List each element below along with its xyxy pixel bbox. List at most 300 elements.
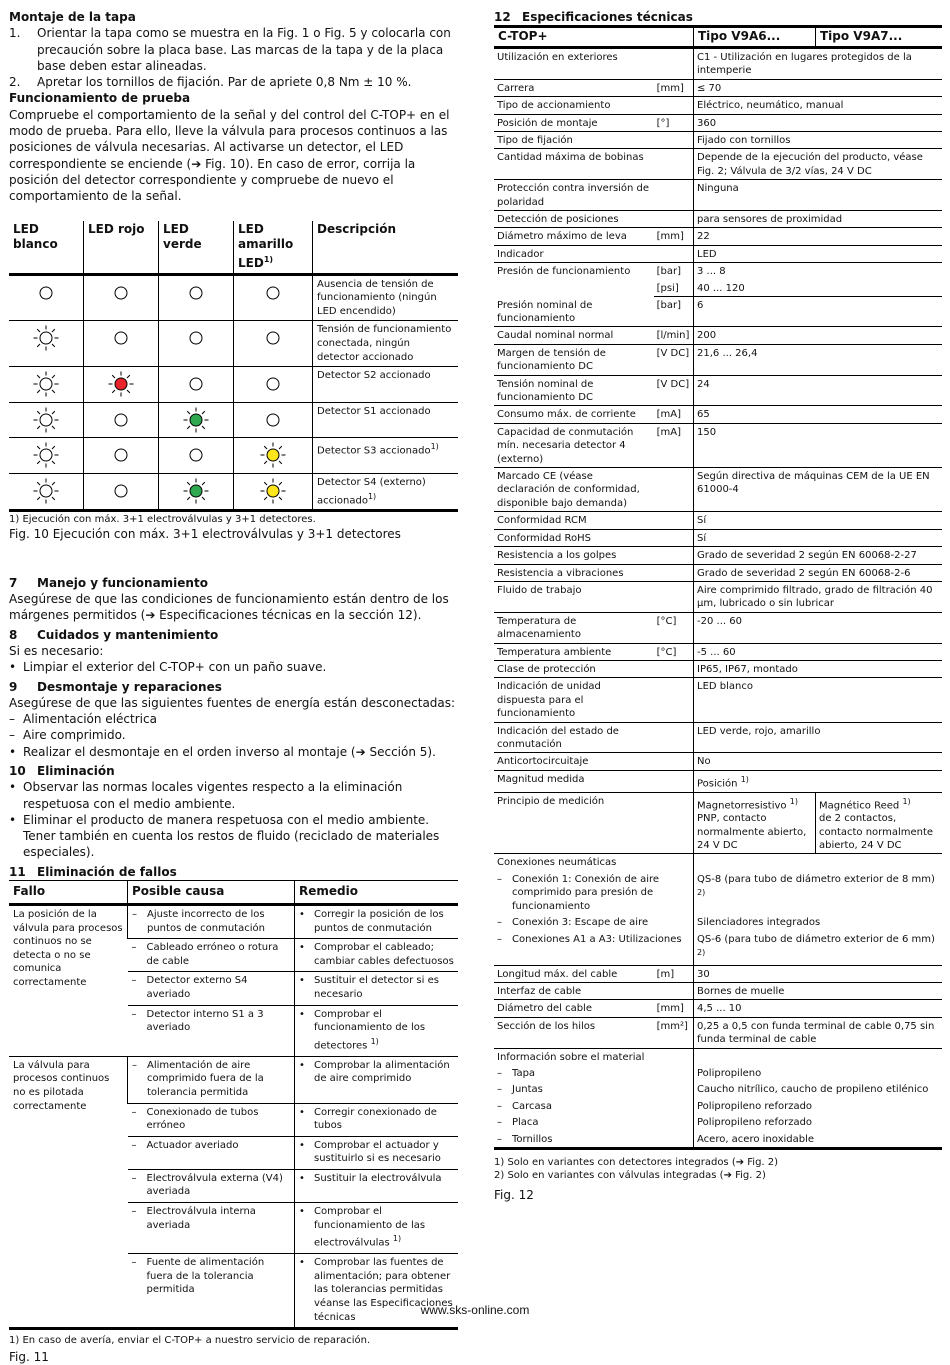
cause-cell: – Fuente de alimentación fuera de la tolerancia permitida xyxy=(128,1254,295,1329)
remedy-cell: • Comprobar las fuentes de alimentación; para obtener las tolerancias permitidas véanse las Especificaciones técnicas xyxy=(295,1254,459,1329)
spec-value: 65 xyxy=(694,406,943,423)
spec-row xyxy=(494,678,942,722)
led-off-icon xyxy=(259,407,287,433)
fig12-caption: Fig. 12 xyxy=(494,1188,534,1203)
spec-row xyxy=(494,753,942,770)
remedy-cell: • Comprobar el actuador y sustituirlo si es necesario xyxy=(295,1136,459,1169)
spec-value: Grado de severidad 2 según EN 60068-2-6 xyxy=(694,564,943,581)
spec-value: Ninguna xyxy=(694,180,943,211)
spec-unit xyxy=(654,48,694,80)
led-table-row xyxy=(9,402,458,438)
led-table-row xyxy=(9,473,458,511)
spec-unit: [mA] xyxy=(654,423,694,467)
spec-row xyxy=(494,79,942,96)
spec-row xyxy=(494,344,942,375)
spec-row xyxy=(494,114,942,131)
spec-unit: [l/min] xyxy=(654,327,694,344)
led-off-icon xyxy=(107,280,135,306)
fig10-caption: Fig. 10 Ejecución con máx. 3+1 electroválvulas y 3+1 detectores xyxy=(9,527,401,542)
led-cell xyxy=(9,438,84,474)
spec-key: Diámetro máximo de leva xyxy=(494,228,654,245)
led-cell xyxy=(9,274,84,321)
fault-table xyxy=(9,880,458,1330)
led-off-icon xyxy=(259,280,287,306)
spec-row xyxy=(494,297,942,327)
spec-key: Capacidad de conmutación mín. necesaria detector 4 (externo) xyxy=(494,423,654,467)
led-table-row xyxy=(9,367,458,403)
spec-unit: [V DC] xyxy=(654,375,694,406)
spec-row xyxy=(494,643,942,660)
spec-row xyxy=(494,1000,942,1017)
spec-value xyxy=(694,854,943,871)
spec-row xyxy=(494,468,942,512)
spec-value: Polipropileno reforzado xyxy=(694,1114,943,1130)
spec-footnote: 2) Solo en variantes con válvulas integradas (➔ Fig. 2) xyxy=(494,1170,766,1182)
spec-key: Presión de funcionamiento xyxy=(497,266,631,278)
section-8-text: Si es necesario: xyxy=(9,643,104,658)
spec-value: Magnético Reed $^{1)}$ de 2 contactos, contacto normalmente abierto, 24 V DC xyxy=(816,792,943,854)
led-description: Detector S3 accionado$^{1)}$ xyxy=(313,438,459,474)
led-cell xyxy=(159,367,234,403)
spec-unit xyxy=(654,211,694,228)
led-cell xyxy=(84,473,159,511)
spec-row xyxy=(494,263,942,280)
led-cell xyxy=(9,473,84,511)
led-table-row xyxy=(9,274,458,321)
spec-key: Tensión nominal de funcionamiento DC xyxy=(494,375,654,406)
spec-value: IP65, IP67, montado xyxy=(694,660,943,677)
spec-row xyxy=(494,1017,942,1048)
led-cell xyxy=(159,473,234,511)
list-item: – Aire comprimido. xyxy=(9,728,126,743)
list-item: • Limpiar el exterior del C-TOP+ con un paño suave. xyxy=(9,660,327,675)
spec-row xyxy=(494,564,942,581)
spec-value: QS-6 (para tubo de diámetro exterior de 6 mm) $^{2)}$ xyxy=(694,931,943,966)
spec-row xyxy=(494,983,942,1000)
spec-value: Depende de la ejecución del producto, véase Fig. 2; Válvula de 3/2 vías, 24 V DC xyxy=(694,149,943,180)
led-cell xyxy=(84,367,159,403)
spec-unit xyxy=(654,529,694,546)
spec-unit xyxy=(654,581,694,612)
spec-unit xyxy=(654,753,694,770)
spec-value xyxy=(694,1048,943,1065)
led-cell xyxy=(84,274,159,321)
led-description: Tensión de funcionamiento conectada, ningún detector accionado xyxy=(313,321,459,367)
remedy-cell: • Corregir la posición de los puntos de conmutación xyxy=(295,905,459,939)
list-item: – Alimentación eléctrica xyxy=(9,712,157,727)
led-red-on-icon xyxy=(107,371,135,397)
led-off-icon xyxy=(182,442,210,468)
spec-key: Presión nominal de funcionamiento xyxy=(494,297,654,327)
spec-key: – Conexión 1: Conexión de aire comprimido para presión de funcionamiento xyxy=(497,873,660,912)
spec-key: Utilización en exteriores xyxy=(494,48,654,80)
spec-value: LED verde, rojo, amarillo xyxy=(694,722,943,753)
spec-unit xyxy=(654,678,694,722)
spec-key: Margen de tensión de funcionamiento DC xyxy=(494,344,654,375)
led-table-body xyxy=(9,274,458,511)
led-header-red: LED rojo xyxy=(84,221,159,275)
section-12-heading: 12 Especificaciones técnicas xyxy=(494,10,693,24)
led-off-icon xyxy=(182,325,210,351)
led-header-green: LED verde xyxy=(159,221,234,275)
spec-value: 21,6 ... 26,4 xyxy=(694,344,943,375)
cause-cell: – Actuador averiado xyxy=(128,1136,295,1169)
spec-key: Clase de protección xyxy=(494,660,654,677)
led-cell xyxy=(159,438,234,474)
led-off-icon xyxy=(32,280,60,306)
spec-key: Protección contra inversión de polaridad xyxy=(494,180,654,211)
prueba-text: Compruebe el comportamiento de la señal y del control del C-TOP+ en el modo de prueba. Para ello, lleve la válvula para procesos continuos a las posiciones de válvula necesarias. Al activarse un detector, el LED correspondiente se enciende (➔ Fig. 10). En caso de error, corrija la posición del detector correspondiente y compruebe de nuevo el comportamiento de la señal. xyxy=(9,107,450,204)
spec-key: Diámetro del cable xyxy=(494,1000,654,1017)
led-header-white: LED blanco xyxy=(9,221,84,275)
spec-value: Eléctrico, neumático, manual xyxy=(694,97,943,114)
spec-value: Magnetorresistivo $^{1)}$ PNP, contacto normalmente abierto, 24 V DC xyxy=(694,792,816,854)
led-description: Ausencia de tensión de funcionamiento (ningún LED encendido) xyxy=(313,274,459,321)
section-11-heading: 11 Eliminación de fallos xyxy=(9,864,177,879)
spec-row xyxy=(494,327,942,344)
spec-value: Sí xyxy=(694,529,943,546)
spec-value: 24 xyxy=(694,375,943,406)
led-green-on-icon xyxy=(182,478,210,504)
spec-row xyxy=(494,931,942,966)
spec-row xyxy=(494,423,942,467)
led-off-icon xyxy=(259,325,287,351)
spec-unit xyxy=(654,180,694,211)
fault-footnote: 1) En caso de avería, enviar el C-TOP+ a nuestro servicio de reparación. xyxy=(9,1335,371,1347)
spec-row xyxy=(494,612,942,643)
led-white-on-icon xyxy=(32,407,60,433)
spec-key: Indicación del estado de conmutación xyxy=(494,722,654,753)
spec-unit: [mm²] xyxy=(654,1017,694,1048)
led-off-icon xyxy=(182,280,210,306)
spec-row xyxy=(494,48,942,80)
spec-value: C1 - Utilización en lugares protegidos de la intemperie xyxy=(694,48,943,80)
list-item: • Eliminar el producto de manera respetuosa con el medio ambiente. Tener también en cuenta los restos de fluido (reciclado de materiales especiales). xyxy=(9,812,440,860)
spec-row xyxy=(494,512,942,529)
spec-row xyxy=(494,1081,942,1097)
spec-table-body xyxy=(494,48,942,1149)
spec-unit xyxy=(654,983,694,1000)
spec-key: Resistencia a vibraciones xyxy=(494,564,654,581)
prueba-title: Funcionamiento de prueba xyxy=(9,91,191,106)
cause-cell: – Detector interno S1 a 3 averiado xyxy=(128,1005,295,1056)
spec-key: – Tornillos xyxy=(494,1131,694,1149)
spec-unit: [mm] xyxy=(654,79,694,96)
spec-value: Bornes de muelle xyxy=(694,983,943,1000)
led-description: Detector S1 accionado xyxy=(313,402,459,438)
spec-value: Acero, acero inoxidable xyxy=(694,1131,943,1149)
spec-value: Fijado con tornillos xyxy=(694,132,943,149)
led-table xyxy=(9,221,458,513)
led-white-on-icon xyxy=(32,478,60,504)
spec-row xyxy=(494,375,942,406)
spec-key: Posición de montaje xyxy=(494,114,654,131)
spec-unit xyxy=(654,149,694,180)
led-cell xyxy=(234,402,313,438)
montaje-title: Montaje de la tapa xyxy=(9,10,136,24)
spec-unit xyxy=(654,547,694,564)
spec-key: Indicador xyxy=(494,245,654,262)
spec-row xyxy=(494,1131,942,1149)
spec-row xyxy=(494,965,942,982)
spec-key: Indicación de unidad dispuesta para el funcionamiento xyxy=(494,678,654,722)
led-off-icon xyxy=(182,371,210,397)
fault-header-causa: Posible causa xyxy=(128,881,295,905)
spec-value: 30 xyxy=(694,965,943,982)
spec-unit: [mm] xyxy=(654,1000,694,1017)
led-description: Detector S2 accionado xyxy=(313,367,459,403)
spec-key: Consumo máx. de corriente xyxy=(494,406,654,423)
spec-key: – Conexión 3: Escape de aire xyxy=(497,917,649,929)
remedy-cell: • Comprobar el funcionamiento de los detectores $^{1)}$ xyxy=(295,1005,459,1056)
spec-row xyxy=(494,1065,942,1081)
fig11-caption: Fig. 11 xyxy=(9,1350,49,1365)
spec-unit: [mm] xyxy=(654,228,694,245)
cause-cell: – Cableado erróneo o rotura de cable xyxy=(128,939,295,972)
spec-row xyxy=(494,180,942,211)
led-off-icon xyxy=(107,442,135,468)
spec-value: -20 ... 60 xyxy=(694,612,943,643)
led-table-row xyxy=(9,321,458,367)
spec-unit xyxy=(654,468,694,512)
cause-cell: – Ajuste incorrecto de los puntos de conmutación xyxy=(128,905,295,939)
led-off-icon xyxy=(107,478,135,504)
remedy-cell: • Comprobar la alimentación de aire comprimido xyxy=(295,1056,459,1103)
led-table-header xyxy=(9,221,458,275)
led-cell xyxy=(9,402,84,438)
spec-key: Temperatura ambiente xyxy=(494,643,654,660)
led-cell xyxy=(84,321,159,367)
spec-key: Cantidad máxima de bobinas xyxy=(494,149,654,180)
led-cell xyxy=(234,321,313,367)
spec-unit xyxy=(654,132,694,149)
spec-unit xyxy=(654,97,694,114)
spec-value: 150 xyxy=(694,423,943,467)
led-white-on-icon xyxy=(32,371,60,397)
spec-row xyxy=(494,871,942,914)
cause-cell: – Detector externo S4 averiado xyxy=(128,972,295,1005)
spec-row xyxy=(494,770,942,792)
spec-key: Magnitud medida xyxy=(494,770,654,792)
left-column xyxy=(9,9,459,1365)
spec-row xyxy=(494,1048,942,1065)
spec-row xyxy=(494,1114,942,1130)
spec-key: Conformidad RCM xyxy=(494,512,654,529)
spec-row xyxy=(494,1098,942,1114)
led-cell xyxy=(9,367,84,403)
led-cell xyxy=(159,402,234,438)
spec-value: LED blanco xyxy=(694,678,943,722)
spec-key: Fluido de trabajo xyxy=(494,581,654,612)
spec-value: Polipropileno reforzado xyxy=(694,1098,943,1114)
spec-key: Conformidad RoHS xyxy=(494,529,654,546)
montaje-step: 1. Orientar la tapa como se muestra en la Fig. 1 o Fig. 5 y colocarla con precaución sobre la placa base. Las marcas de la tapa y de la placa base deben estar alineadas. xyxy=(9,26,451,73)
spec-value: 4,5 ... 10 xyxy=(694,1000,943,1017)
led-green-on-icon xyxy=(182,407,210,433)
right-column xyxy=(494,9,942,1202)
spec-row xyxy=(494,581,942,612)
spec-unit: [m] xyxy=(654,965,694,982)
spec-row xyxy=(494,914,942,930)
spec-key: Longitud máx. del cable xyxy=(494,965,654,982)
spec-value: para sensores de proximidad xyxy=(694,211,943,228)
spec-row xyxy=(494,529,942,546)
table-row xyxy=(9,1056,458,1103)
section-8-heading: 8 Cuidados y mantenimiento xyxy=(9,627,219,642)
spec-key: – Carcasa xyxy=(497,1100,552,1112)
led-cell xyxy=(234,367,313,403)
cause-cell: – Electroválvula interna averiada xyxy=(128,1203,295,1254)
cause-cell: – Conexionado de tubos erróneo xyxy=(128,1103,295,1136)
led-cell xyxy=(84,402,159,438)
remedy-cell: • Sustituir la electroválvula xyxy=(295,1169,459,1202)
cause-cell: – Electroválvula externa (V4) averiada xyxy=(128,1169,295,1202)
spec-key: Temperatura de almacenamiento xyxy=(494,612,654,643)
led-cell xyxy=(9,321,84,367)
remedy-cell: • Comprobar el cableado; cambiar cables defectuosos xyxy=(295,939,459,972)
section-9-heading: 9 Desmontaje y reparaciones xyxy=(9,679,222,694)
montaje-step: 2. Apretar los tornillos de fijación. Par de apriete 0,8 Nm ± 10 %. xyxy=(9,75,412,90)
spec-key: Sección de los hilos xyxy=(494,1017,654,1048)
spec-row xyxy=(494,211,942,228)
fault-header-remedio: Remedio xyxy=(295,881,459,905)
spec-value: LED xyxy=(694,245,943,262)
spec-key: – Juntas xyxy=(497,1084,543,1096)
spec-value: No xyxy=(694,753,943,770)
spec-unit: [°C] xyxy=(654,643,694,660)
spec-header-v9a6: Tipo V9A6... xyxy=(694,27,816,48)
fault-cell: La válvula para procesos continuos no es pilotada correctamente xyxy=(9,1056,128,1328)
spec-value: 40 ... 120 xyxy=(694,280,943,297)
fault-header-fallo: Fallo xyxy=(9,881,128,905)
spec-unit: [V DC] xyxy=(654,344,694,375)
led-description: Detector S4 (externo) accionado$^{1)}$ xyxy=(313,473,459,511)
led-white-on-icon xyxy=(32,442,60,468)
spec-footnotes xyxy=(494,1156,942,1182)
spec-value: 3 ... 8 xyxy=(694,263,943,280)
led-cell xyxy=(234,438,313,474)
spec-unit: [psi] xyxy=(654,280,694,297)
spec-row xyxy=(494,97,942,114)
spec-unit xyxy=(654,770,694,792)
led-table-row xyxy=(9,438,458,474)
spec-value: Posición $^{1)}$ xyxy=(694,770,943,792)
spec-value: Silenciadores integrados xyxy=(694,914,943,930)
spec-value: 0,25 a 0,5 con funda terminal de cable 0,75 sin funda terminal de cable xyxy=(694,1017,943,1048)
led-yellow-on-icon xyxy=(259,478,287,504)
led-yellow-on-icon xyxy=(259,442,287,468)
footer-url: www.sks-online.com xyxy=(420,1303,530,1317)
spec-value: Polipropileno xyxy=(694,1065,943,1081)
spec-key: Interfaz de cable xyxy=(494,983,654,1000)
spec-value: -5 ... 60 xyxy=(694,643,943,660)
montaje-steps xyxy=(9,25,459,90)
led-cell xyxy=(234,473,313,511)
spec-key: Marcado CE (véase declaración de conformidad, disponible bajo demanda) xyxy=(494,468,654,512)
led-cell xyxy=(159,321,234,367)
spec-unit xyxy=(654,660,694,677)
spec-key: Carrera xyxy=(494,79,654,96)
spec-unit xyxy=(654,564,694,581)
fault-table-header xyxy=(9,881,458,905)
spec-key: – Conexiones A1 a A3: Utilizaciones xyxy=(494,931,694,966)
spec-value: 6 xyxy=(694,297,943,327)
spec-unit xyxy=(654,245,694,262)
spec-header-v9a7: Tipo V9A7... xyxy=(816,27,943,48)
spec-value: 360 xyxy=(694,114,943,131)
spec-key: – Placa xyxy=(497,1117,539,1129)
spec-value: Grado de severidad 2 según EN 60068-2-27 xyxy=(694,547,943,564)
spec-unit: [°C] xyxy=(654,612,694,643)
spec-unit: [mA] xyxy=(654,406,694,423)
table-row xyxy=(9,905,458,939)
spec-row xyxy=(494,547,942,564)
led-cell xyxy=(159,274,234,321)
led-header-yellow: LED amarillo LED$^{1)}$ xyxy=(234,221,313,275)
spec-unit xyxy=(654,512,694,529)
spec-value: 200 xyxy=(694,327,943,344)
section-7-heading: 7 Manejo y funcionamiento xyxy=(9,575,208,590)
spec-row xyxy=(494,854,942,871)
spec-key: Tipo de fijación xyxy=(494,132,654,149)
spec-key: Caudal nominal normal xyxy=(494,327,654,344)
spec-table xyxy=(494,25,942,1150)
spec-unit xyxy=(654,722,694,753)
spec-key: Conexiones neumáticas xyxy=(497,857,617,869)
section-10-heading: 10 Eliminación xyxy=(9,763,115,778)
spec-row xyxy=(494,792,942,854)
spec-value: Según directiva de máquinas CEM de la UE EN 61000-4 xyxy=(694,468,943,512)
spec-row xyxy=(494,245,942,262)
spec-header-product: C-TOP+ xyxy=(494,27,694,48)
section-9-text: Asegúrese de que las siguientes fuentes de energía están desconectadas: xyxy=(9,695,456,710)
led-footnote: 1) Ejecución con máx. 3+1 electroválvulas y 3+1 detectores. xyxy=(9,514,316,526)
spec-unit: [bar] xyxy=(656,266,681,278)
list-item: • Realizar el desmontaje en el orden inverso al montaje (➔ Sección 5). xyxy=(9,744,436,759)
spec-row xyxy=(494,406,942,423)
section-7-text: Asegúrese de que las condiciones de funcionamiento están dentro de los márgenes permitidos (➔ Especificaciones técnicas en la sección 12). xyxy=(9,592,449,623)
spec-row xyxy=(494,132,942,149)
led-off-icon xyxy=(107,325,135,351)
spec-key: Principio de medición xyxy=(494,792,694,854)
spec-key: Anticortocircuitaje xyxy=(494,753,654,770)
led-white-on-icon xyxy=(32,325,60,351)
led-cell xyxy=(84,438,159,474)
spec-table-header xyxy=(494,27,942,48)
spec-value: Aire comprimido filtrado, grado de filtración 40 μm, lubricado o sin lubricar xyxy=(694,581,943,612)
cause-cell: – Alimentación de aire comprimido fuera de la tolerancia permitida xyxy=(128,1056,295,1103)
spec-unit: [°] xyxy=(654,114,694,131)
spec-key: Tipo de accionamiento xyxy=(494,97,654,114)
spec-key: Detección de posiciones xyxy=(494,211,654,228)
spec-value: ≤ 70 xyxy=(694,79,943,96)
led-off-icon xyxy=(259,371,287,397)
fault-cell: La posición de la válvula para procesos continuos no se detecta o no se comunica correctamente xyxy=(9,905,128,1057)
spec-row xyxy=(494,722,942,753)
fault-table-body xyxy=(9,905,458,1329)
spec-value: Caucho nitrílico, caucho de propileno etilénico xyxy=(694,1081,943,1097)
spec-footnote: 1) Solo en variantes con detectores integrados (➔ Fig. 2) xyxy=(494,1157,779,1169)
spec-value: QS-8 (para tubo de diámetro exterior de 8 mm) $^{2)}$ xyxy=(694,871,943,914)
remedy-cell: • Corregir conexionado de tubos xyxy=(295,1103,459,1136)
remedy-cell: • Comprobar el funcionamiento de las electroválvulas $^{1)}$ xyxy=(295,1203,459,1254)
spec-unit: [bar] xyxy=(654,297,694,327)
led-cell xyxy=(234,274,313,321)
spec-key: Información sobre el material xyxy=(497,1051,645,1063)
spec-value: Sí xyxy=(694,512,943,529)
spec-value: 22 xyxy=(694,228,943,245)
spec-row xyxy=(494,228,942,245)
